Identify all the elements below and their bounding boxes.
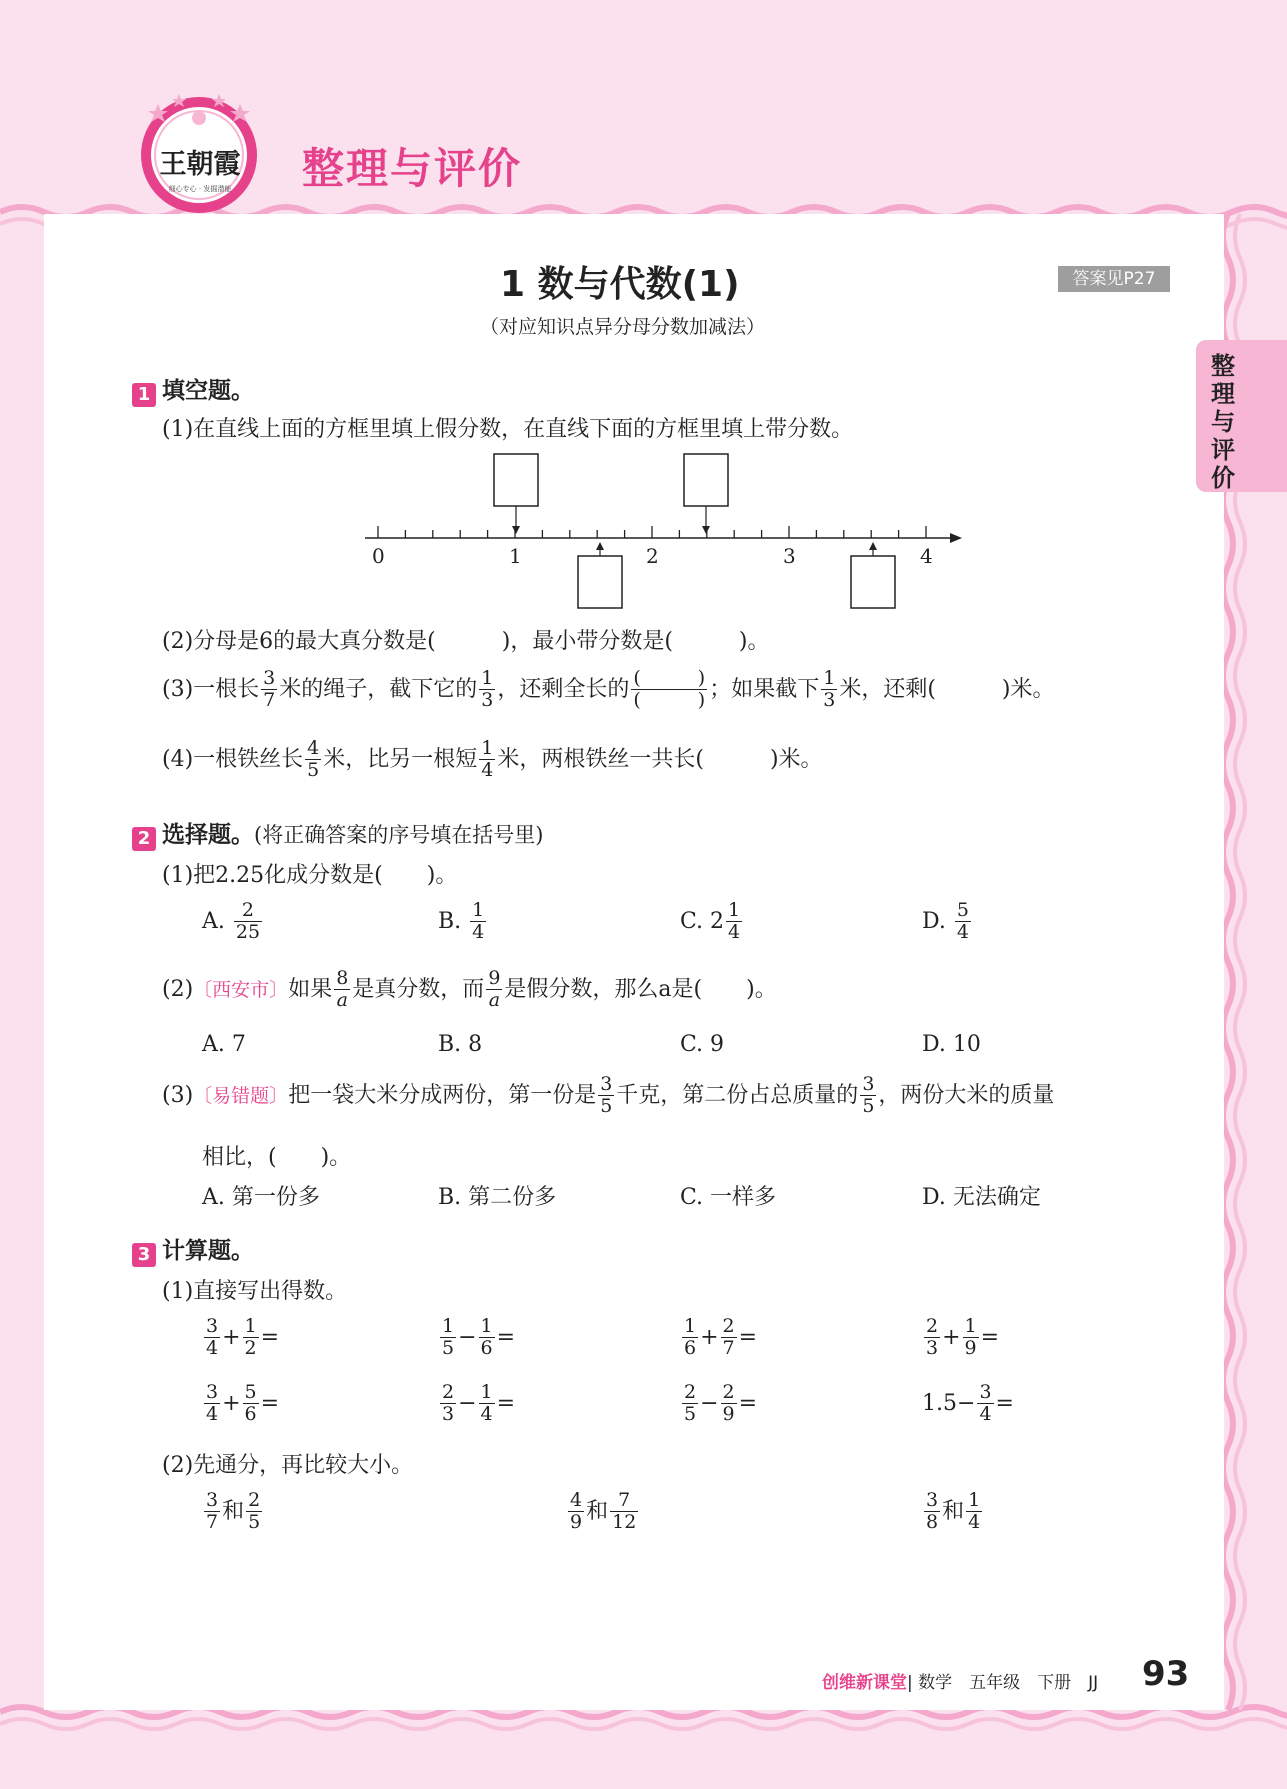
calc-expression [438, 1316, 515, 1360]
lesson-title: 1 数与代数(1) [500, 264, 740, 305]
q2-part3-line2: 相比，( )。 [202, 1145, 352, 1170]
q1-part4-text-a: (4)一根铁丝长 [162, 746, 304, 772]
number-line-ticks [378, 526, 926, 538]
q2-heading [132, 816, 543, 851]
q1-part4-text-b: 米，比另一根短 [323, 746, 478, 772]
equals-sign: = [260, 1390, 280, 1416]
option-2: C. 一样多 [680, 1185, 777, 1210]
footer [822, 1668, 1098, 1693]
q1-part3-text-c: ，还剩全长的 [497, 676, 630, 702]
whole-number: 1.5 [922, 1390, 957, 1416]
option-label: D. [922, 908, 953, 934]
q1-part3-text-b: 米的绳子，截下它的 [279, 676, 478, 702]
pointer-arrow-icon [512, 526, 520, 534]
fraction: $\frac{2}{3}$ [926, 1315, 939, 1360]
compare-pair [566, 1490, 640, 1534]
q1-part3-text-d: ；如果截下 [709, 676, 820, 702]
fraction: $\frac{3}{4}$ [979, 1381, 992, 1426]
compare-pair [922, 1490, 984, 1534]
tick-label: 4 [920, 544, 933, 568]
region-tag: 〔西安市〕 [193, 978, 289, 1001]
pointer-arrow-icon [702, 526, 710, 534]
logo-subtext: 细心专心 · 发掘潜能 [168, 185, 232, 193]
fraction: $\frac{1}{6}$ [684, 1315, 697, 1360]
option-1 [438, 900, 488, 944]
option-label: A. [202, 908, 232, 934]
fraction: $\frac{2}{5}$ [248, 1489, 261, 1534]
fraction: $\frac{3}{7}$ [263, 667, 276, 712]
and-word: 和 [222, 1498, 245, 1524]
q1-heading [132, 372, 254, 407]
equals-sign: = [980, 1324, 1000, 1350]
q2-part2-text-a: (2) [162, 976, 194, 1002]
answer-box-top-2 [684, 454, 728, 506]
operator: + [700, 1324, 719, 1350]
pointer-arrow-icon [596, 542, 604, 550]
equals-sign: = [738, 1390, 758, 1416]
fraction: $\frac{4}{9}$ [570, 1489, 583, 1534]
q1-part1-text: (1)在直线上面的方框里填上假分数，在直线下面的方框里填上带分数。 [162, 417, 854, 442]
section-title: 整理与评价 [302, 144, 523, 193]
fraction: $\frac{3}{7}$ [206, 1489, 219, 1534]
fraction: $\frac{1}{3}$ [823, 667, 836, 712]
option-1: B. 第二份多 [438, 1185, 557, 1210]
fraction: $\frac{2}{5}$ [684, 1381, 697, 1426]
option-2: C. 9 [680, 1032, 725, 1057]
fraction: $\frac{7}{12}$ [612, 1489, 637, 1534]
fraction: $\frac{1}{4}$ [481, 737, 494, 782]
tick-label: 0 [372, 544, 385, 568]
answer-reference-badge: 答案见P27 [1058, 266, 1170, 292]
side-tab-label: 整理与评价 [1211, 352, 1235, 492]
option-3: D. 10 [922, 1032, 981, 1057]
number-line-diagram [360, 450, 970, 610]
q3-part1-text: (1)直接写出得数。 [162, 1279, 348, 1304]
lesson-subtitle: （对应知识点异分母分数加减法） [480, 316, 766, 338]
tick-label: 3 [783, 544, 796, 568]
operator: − [957, 1390, 976, 1416]
fraction: $\frac{2}{7}$ [722, 1315, 735, 1360]
fraction: $\frac{1}{4}$ [480, 1381, 493, 1426]
fraction: $\frac{9}{a}$ [488, 967, 501, 1012]
fraction: $\frac{3}{4}$ [206, 1315, 219, 1360]
q2-part3-text-d: ，两份大米的质量 [878, 1082, 1055, 1108]
q1-part4 [162, 738, 823, 782]
operator: − [700, 1390, 719, 1416]
fraction: $\frac{5}{6}$ [244, 1381, 257, 1426]
q1-number-badge: 1 [132, 383, 156, 407]
option-0 [202, 900, 264, 944]
calc-expression [922, 1382, 1014, 1426]
footer-brand: 创维新课堂 [822, 1673, 907, 1693]
fraction: $\frac{1}{6}$ [480, 1315, 493, 1360]
option-0: A. 第一份多 [202, 1185, 320, 1210]
fraction: $\frac{2}{9}$ [722, 1381, 735, 1426]
fraction: $\frac{1}{4}$ [728, 899, 741, 944]
fraction: $\frac{5}{4}$ [956, 899, 969, 944]
equals-sign: = [738, 1324, 758, 1350]
option-label: B. [438, 908, 469, 934]
equals-sign: = [496, 1324, 516, 1350]
tick-label: 1 [509, 544, 522, 568]
operator: + [222, 1324, 241, 1350]
q2-part3-text-a: (3) [162, 1082, 194, 1108]
equals-sign: = [260, 1324, 280, 1350]
q2-part1-text: (1)把2.25化成分数是( )。 [162, 863, 458, 888]
q2-part2-text-b: 如果 [288, 976, 333, 1002]
fraction: $\frac{1}{5}$ [442, 1315, 455, 1360]
fraction: $\frac{1}{2}$ [244, 1315, 257, 1360]
q3-number-badge: 3 [132, 1243, 156, 1267]
option-1: B. 8 [438, 1032, 483, 1057]
q1-part3-text-a: (3)一根长 [162, 676, 260, 702]
answer-box-top-1 [494, 454, 538, 506]
fraction: $\frac{3}{4}$ [206, 1381, 219, 1426]
logo-text: 王朝霞 [159, 149, 241, 180]
equals-sign: = [995, 1390, 1014, 1416]
q2-number-badge: 2 [132, 827, 156, 851]
blank-fraction: $\frac{( )}{( )}$ [633, 667, 706, 712]
answer-box-bottom-2 [851, 556, 895, 608]
and-word: 和 [942, 1498, 965, 1524]
q2-part3-text-b: 把一袋大米分成两份，第一份是 [288, 1082, 597, 1108]
whole-number: 2 [710, 908, 725, 934]
q2-part3 [162, 1074, 1054, 1118]
option-3: D. 无法确定 [922, 1185, 1041, 1210]
operator: − [458, 1390, 477, 1416]
footer-info: | 数学 五年级 下册 JJ [907, 1673, 1099, 1693]
fraction: $\frac{3}{8}$ [926, 1489, 939, 1534]
calc-expression [680, 1316, 757, 1360]
q3-part2-text: (2)先通分，再比较大小。 [162, 1453, 414, 1478]
fraction: $\frac{2}{3}$ [442, 1381, 455, 1426]
q1-part3-text-e: 米，还剩( )米。 [839, 676, 1055, 702]
fraction: $\frac{3}{5}$ [600, 1073, 613, 1118]
calc-expression [922, 1316, 999, 1360]
tick-label: 2 [646, 544, 659, 568]
fraction: $\frac{1}{4}$ [472, 899, 485, 944]
compare-pair [202, 1490, 264, 1534]
q2-part2-text-c: 是真分数，而 [352, 976, 485, 1002]
option-label: C. [680, 908, 711, 934]
calc-expression [680, 1382, 757, 1426]
calc-expression [202, 1316, 279, 1360]
option-0: A. 7 [202, 1032, 246, 1057]
fraction: $\frac{1}{4}$ [968, 1489, 981, 1534]
q3-heading [132, 1232, 254, 1267]
q2-part2 [162, 968, 777, 1012]
calc-expression [202, 1382, 279, 1426]
fraction: $\frac{1}{9}$ [964, 1315, 977, 1360]
q2-heading-text: 选择题。 [162, 822, 254, 848]
answer-box-bottom-1 [578, 556, 622, 608]
operator: + [222, 1390, 241, 1416]
q1-part3 [162, 668, 1055, 712]
q1-part2-text: (2)分母是6的最大真分数是( )，最小带分数是( )。 [162, 629, 770, 654]
q1-part4-text-c: 米，两根铁丝一共长( )米。 [497, 746, 823, 772]
option-2 [680, 900, 744, 944]
operator: + [942, 1324, 961, 1350]
page-number: 93 [1142, 1654, 1190, 1694]
calc-expression [438, 1382, 515, 1426]
pointer-arrow-icon [869, 542, 877, 550]
option-3 [922, 900, 973, 944]
q1-heading-text: 填空题。 [162, 378, 254, 404]
fraction: $\frac{4}{5}$ [307, 737, 320, 782]
and-word: 和 [586, 1498, 609, 1524]
equals-sign: = [496, 1390, 516, 1416]
fraction: $\frac{1}{3}$ [481, 667, 494, 712]
fraction: $\frac{8}{a}$ [336, 967, 349, 1012]
q2-part3-text-c: 千克，第二份占总质量的 [616, 1082, 859, 1108]
q3-heading-text: 计算题。 [162, 1238, 254, 1264]
operator: − [458, 1324, 477, 1350]
number-line-arrow-icon [950, 533, 962, 543]
q2-part2-text-d: 是假分数，那么a是( )。 [504, 976, 777, 1002]
q2-heading-note: (将正确答案的序号填在括号里) [254, 823, 544, 847]
fraction: $\frac{2}{25}$ [235, 899, 261, 944]
error-prone-tag: 〔易错题〕 [193, 1084, 289, 1107]
fraction: $\frac{3}{5}$ [862, 1073, 875, 1118]
